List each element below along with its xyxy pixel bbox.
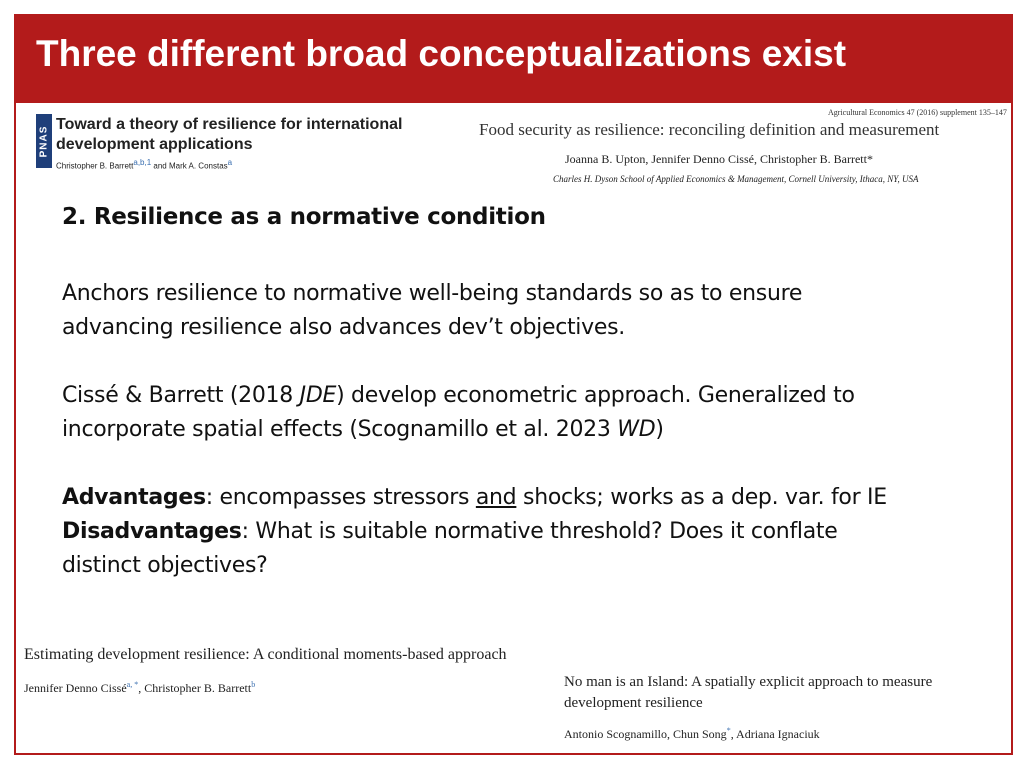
paragraph-anchors <box>62 277 802 345</box>
disadvantages-line2: distinct objectives? <box>62 553 268 578</box>
wd-title-line1: No man is an Island: A spatially explicit approach to measure <box>564 674 933 690</box>
p2-wd: WD <box>617 417 656 442</box>
p2-text-a: Cissé & Barrett (2018 <box>62 383 300 408</box>
adv-text-b: shocks; works as a dep. var. for IE <box>516 485 887 510</box>
pnas-author1-sup: a,b,1 <box>133 158 152 167</box>
jde-author1: Jennifer Denno Cissé <box>24 681 127 695</box>
p2-text-d: ) <box>655 417 664 442</box>
jde-paper-title: Estimating development resilience: A conditional moments-based approach <box>24 646 507 663</box>
jde-author2-sup: b <box>251 680 256 689</box>
p1-line1: Anchors resilience to normative well-being standards so as to ensure <box>62 281 803 306</box>
pnas-paper-authors <box>56 158 232 171</box>
pnas-author1: Christopher B. Barrett <box>56 161 134 171</box>
pnas-author2: and Mark A. Constas <box>151 161 228 171</box>
pnas-logo-icon <box>36 114 52 168</box>
wd-authors-b: , Adriana Ignaciuk <box>730 727 820 741</box>
advantages-label: Advantages <box>62 485 206 510</box>
wd-authors-a: Antonio Scognamillo, Chun Song <box>564 727 727 741</box>
p2-text-b: ) develop econometric approach. Generalized to <box>336 383 855 408</box>
adv-and: and <box>475 485 517 510</box>
jde-author2: , Christopher B. Barrett <box>138 681 252 695</box>
slide-title: Three different broad conceptualizations exist <box>36 33 847 74</box>
wd-paper-title <box>564 672 932 714</box>
p2-line2 <box>62 413 855 447</box>
wd-title-line2: development resilience <box>564 695 703 711</box>
wd-paper-authors <box>564 726 820 742</box>
jde-paper-authors <box>24 680 255 696</box>
advantages-line <box>62 481 887 515</box>
ag-econ-paper-title: Food security as resilience: reconciling definition and measurement <box>479 120 940 139</box>
disadvantages-line <box>62 515 887 549</box>
p1-line2: advancing resilience also advances dev’t objectives. <box>62 315 625 340</box>
pnas-title-line1: Toward a theory of resilience for international <box>56 116 403 133</box>
pnas-paper-title <box>56 115 402 155</box>
wd-authors-sup: * <box>726 726 731 735</box>
adv-text-a: : encompasses stressors <box>205 485 476 510</box>
p2-jde: JDE <box>299 383 337 408</box>
paragraph-cisse-barrett <box>62 379 855 447</box>
paragraph-pros-cons <box>62 481 887 583</box>
section-heading: 2. Resilience as a normative condition <box>62 204 546 230</box>
dis-text-a: : What is suitable normative threshold? Does it conflate <box>241 519 838 544</box>
ag-econ-paper-authors: Joanna B. Upton, Jennifer Denno Cissé, Christopher B. Barrett* <box>565 152 873 166</box>
jde-author1-sup: a, * <box>126 680 139 689</box>
ag-econ-affiliation: Charles H. Dyson School of Applied Economics & Management, Cornell University, Ithaca, NY, USA <box>553 174 919 184</box>
pnas-title-line2: development applications <box>56 136 253 153</box>
pnas-author2-sup: a <box>227 158 233 167</box>
pnas-logo-text: PNAS <box>38 125 50 157</box>
p2-text-c: incorporate spatial effects (Scognamillo et al. 2023 <box>62 417 618 442</box>
disadvantages-label: Disadvantages <box>62 519 242 544</box>
p2-line1 <box>62 379 855 413</box>
ag-econ-journal-ref: Agricultural Economics 47 (2016) supplement 135–147 <box>828 108 1007 117</box>
